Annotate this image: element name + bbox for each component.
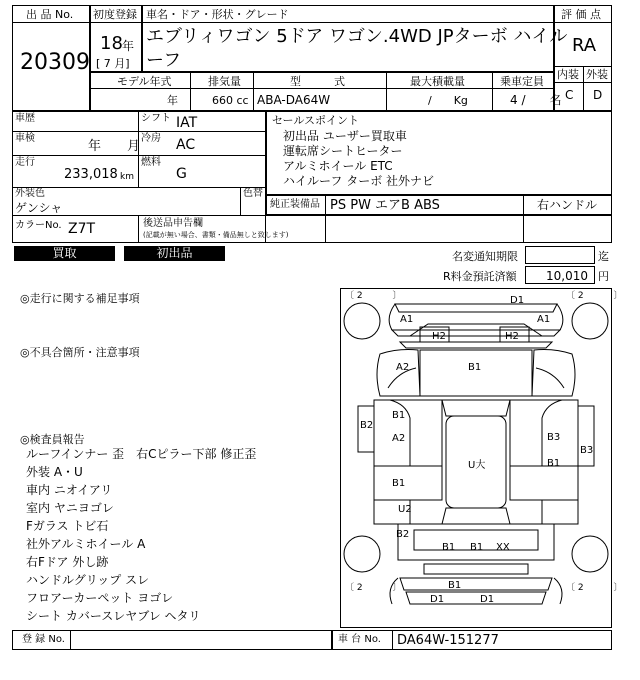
damage-mark: B1 [547,458,561,469]
damage-mark: A2 [396,362,410,373]
damage-mark: A1 [537,314,551,325]
capacity: 4 / 名 [510,93,562,107]
first-reg-month: [ 7 月] [96,57,130,70]
tire-rear-left-icon [344,536,380,572]
exterior-color-label: 外装色 [15,188,45,199]
damage-mark: B1 [442,542,456,553]
color-change-label: 色替 [243,188,263,199]
damage-mark: D1 [430,594,445,605]
tire-label: 〔 2 〕 [566,583,623,593]
tire-rear-right-icon [572,536,608,572]
capacity-label: 乗車定員 [500,75,544,88]
damage-mark: B2 [396,529,410,540]
max-load: / Kg [428,94,468,107]
interior-label: 内装 [557,68,579,81]
chassis-no: DA64W-151277 [397,633,499,648]
model-year-unit: 年 [167,94,178,107]
tire-front-right-icon [572,303,608,339]
tire-label: 〔 2 〕 [566,291,623,301]
inspector-line: フロアーカーペット ヨゴレ [26,591,174,605]
inspector-line: 室内 ヤニヨゴレ [26,501,114,515]
inspector-line: 社外アルミホイール A [26,537,146,551]
damage-mark: D1 [510,295,525,306]
damage-mark: B1 [392,410,406,421]
car-diagram [340,288,623,628]
name-change-box [525,246,595,264]
damage-mark: H2 [505,331,519,342]
damage-mark: B3 [547,432,561,443]
ac-value: AC [176,137,196,153]
score-value: RA [572,35,597,56]
color-no-label: カラーNo. [15,220,62,231]
equipment-label: 純正装備品 [270,199,320,210]
car-name-line1: エブリィワゴン 5ドア ワゴン.4WD JPターボ ハイル [146,26,568,47]
delivery-label: 後送品申告欄 [143,218,203,229]
damage-mark: B1 [392,478,406,489]
first-reg-year: 18 [100,33,123,54]
inspector-title: ◎検査員報告 [20,433,85,446]
damage-mark: XX [496,542,510,553]
type-label: 型 式 [290,75,345,88]
max-load-label: 最大積載量 [410,75,465,88]
name-change-label: 名変通知期限 [452,250,518,263]
damage-mark: B1 [470,542,484,553]
fuel-label: 燃料 [141,157,161,168]
model-year-label: モデル年式 [117,75,172,88]
mileage-value: 233,018 [64,167,118,182]
first-listing-tag: 初出品 [124,246,225,261]
damage-mark: A2 [392,433,406,444]
fuel-value: G [176,166,187,182]
purchase-tag: 買取 [14,246,115,261]
history-label: 車歴 [15,113,35,124]
recycle-value: 10,010 [546,269,588,283]
sales-line: 運転席シートヒーター [283,144,403,158]
model-type: ABA-DA64W [257,93,331,107]
damage-mark: B1 [468,362,482,373]
steering: 右ハンドル [537,198,598,212]
defects-title: ◎不具合箇所・注意事項 [20,346,140,359]
inspector-line: 車内 ニオイアリ [26,483,113,497]
shift-value: IAT [176,115,198,131]
damage-mark: B1 [448,580,462,591]
tire-front-left-icon [344,303,380,339]
damage-mark: H2 [432,331,446,342]
first-reg-year-unit: 年 [122,39,135,53]
mileage-label: 走行 [15,157,35,168]
damage-mark: A1 [400,314,414,325]
tire-label: 〔 2 〕 [345,291,402,301]
recycle-unit: 円 [598,270,609,283]
damage-mark: B2 [360,420,374,431]
inspector-line: Fガラス トビ石 [26,519,109,533]
equipment: PS PW エアB ABS [330,198,440,213]
driving-notes-title: ◎走行に関する補足事項 [20,292,140,305]
inspector-line: シート カバースレヤブレ ヘタリ [26,609,201,623]
exterior-color: ゲンシャ [15,201,63,215]
inspector-line: 外装 A・U [26,465,83,479]
chassis-label: 車 台 No. [338,634,381,645]
delivery-note: (記載が無い場合、書類・備品無しと致します) [143,231,289,239]
damage-mark: U大 [468,460,486,471]
sales-line: ハイルーフ ターボ 社外ナビ [283,174,435,188]
name-change-unit: 迄 [598,250,609,263]
damage-mark: B3 [580,445,594,456]
sales-line: アルミホイール ETC [283,159,393,173]
inspector-line: ハンドルグリップ スレ [26,573,150,587]
inspector-line: 右Fドア 外し跡 [26,555,109,569]
recycle-label: R料金預託済額 [443,270,517,283]
inspection-label: 車検 [15,133,35,144]
damage-mark: D1 [480,594,495,605]
name-label: 車名・ドア・形状・グレード [146,8,289,21]
sales-title: セールスポイント [272,114,360,127]
registration-label: 登 録 No. [22,634,65,645]
displacement: 660 cc [212,94,249,107]
lot-no-label: 出 品 No. [26,8,74,21]
mileage-unit: km [120,172,134,182]
score-label: 評 価 点 [561,8,601,21]
shift-label: シフト [141,113,171,124]
car-name-line2: ーフ [146,50,182,71]
displacement-label: 排気量 [208,75,241,88]
sales-line: 初出品 ユーザー買取車 [283,129,407,143]
inspector-line: ルーフインナー 歪 右Cピラー下部 修正歪 [26,447,257,461]
tire-label: 〔 2 〕 [345,583,402,593]
interior-grade: C [565,88,574,102]
inspection-value: 年 月 [88,139,141,154]
damage-mark: U2 [398,504,412,515]
exterior-grade: D [593,88,603,102]
color-no: Z7T [68,221,96,237]
lot-no: 20309 [20,50,90,75]
first-reg-label: 初度登録 [93,8,137,21]
exterior-label: 外装 [586,68,608,81]
ac-label: 冷房 [141,133,161,144]
